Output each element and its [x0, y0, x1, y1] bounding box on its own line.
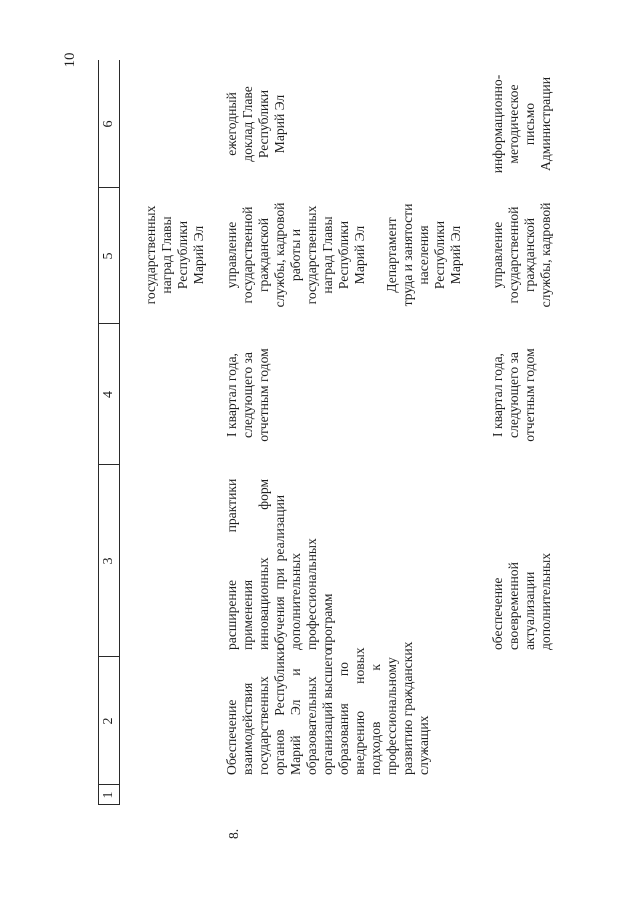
row-9-deadline-cell: I квартал года, следующего за отчетным годом: [490, 348, 537, 442]
column-header-5: 5: [101, 252, 116, 260]
row-9-responsible-cell: управление государственной гражданской службы, кадровой: [490, 202, 553, 308]
row-8-measure-cell: Обеспечение взаимодействия государственных органов Республики Марий Эл и образовательных организаций высшего образования по внедрению новых подходов к профессиональному развитию гражданских служащих: [224, 641, 431, 775]
row-9-task-cell: обеспечение своевременной актуализации дополнительных: [490, 552, 553, 650]
column-header-6: 6: [101, 120, 116, 128]
table-header-bottom-border: [119, 60, 120, 805]
column-header-3: 3: [101, 557, 116, 565]
table-top-border: [98, 60, 99, 805]
row-8-responsible-cell: управление государственной гражданской службы, кадровой работы и государственных наград Главы Республики Марий Эл Департамент труда и занятости населения Республики Марий Эл: [224, 202, 463, 308]
column-header-2: 2: [101, 717, 116, 725]
column-header-4: 4: [101, 391, 116, 398]
continuation-responsible-cell: государственных наград Главы Республики Марий Эл: [143, 205, 206, 305]
row-9-result-cell: информационно- методическое письмо Администрации: [490, 74, 553, 174]
row-8-deadline-cell: I квартал года, следующего за отчетным годом: [224, 348, 271, 442]
row-8-task-cell: расширение практики применения инновационных форм обучения при реализации дополнительных профессиональных программ: [224, 478, 335, 650]
column-header-1: 1: [101, 791, 116, 799]
row-8-number: 8.: [226, 828, 241, 839]
page-number: 10: [62, 52, 78, 68]
row-8-result-cell: ежегодный доклад Главе Республики Марий Эл: [224, 86, 287, 162]
